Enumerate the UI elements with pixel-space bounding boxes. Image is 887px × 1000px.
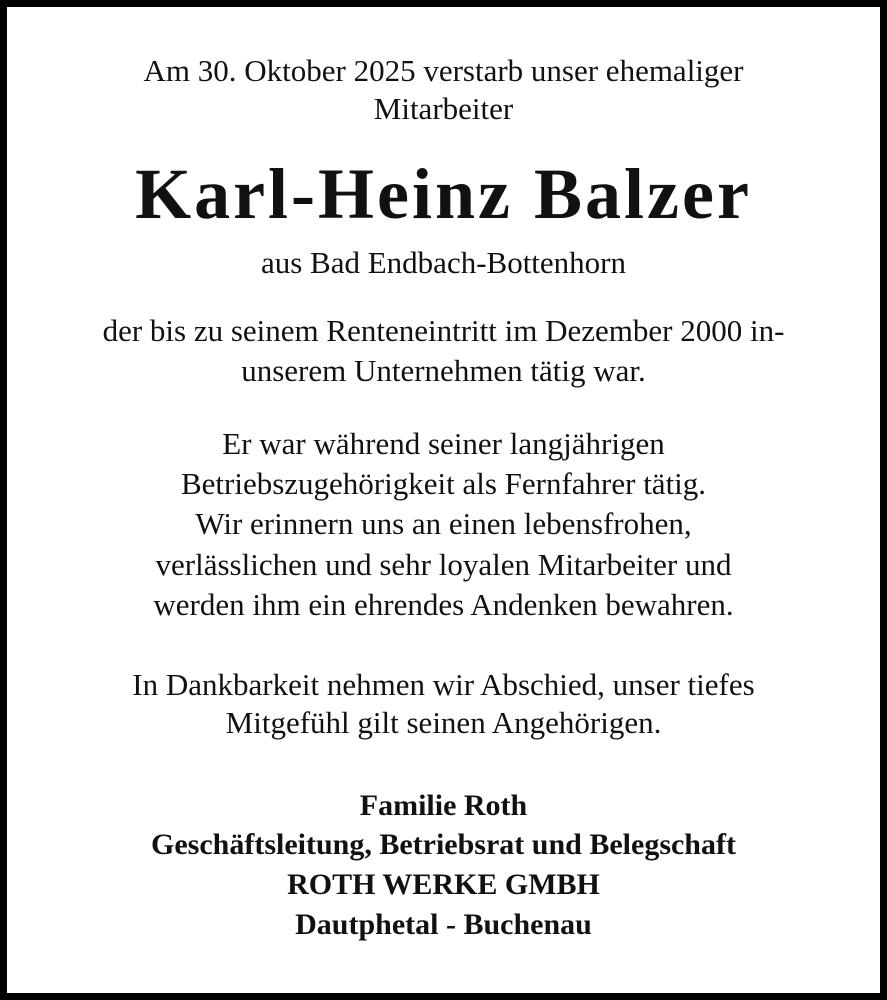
tribute-line: werden ihm ein ehrendes Andenken bewahren.: [153, 587, 734, 622]
tenure-line: unserem Unternehmen tätig war.: [241, 353, 646, 388]
signature-line: Dautphetal - Buchenau: [295, 908, 592, 941]
signature-line: Geschäftsleitung, Betriebsrat und Belegschaft: [151, 828, 736, 861]
tribute-line: Betriebszugehörigkeit als Fernfahrer tätig.: [180, 466, 707, 501]
tribute-line: verlässlichen und sehr loyalen Mitarbeiter und: [155, 547, 732, 582]
tribute-line: Wir erinnern uns an einen lebensfrohen,: [195, 506, 692, 541]
tenure-line: der bis zu seinem Renteneintritt im Dezember 2000 in-: [102, 313, 785, 348]
tribute-line: Er war während seiner langjährigen: [222, 426, 665, 461]
intro-line: Am 30. Oktober 2025 verstarb unser ehemaliger: [143, 53, 744, 88]
signature-line: ROTH WERKE GMBH: [287, 868, 600, 901]
deceased-name: Karl-Heinz Balzer: [135, 154, 752, 234]
signature-line: Familie Roth: [359, 789, 528, 822]
farewell-line: Mitgefühl gilt seinen Angehörigen.: [225, 705, 662, 740]
origin-line: aus Bad Endbach-Bottenhorn: [260, 245, 627, 280]
intro-line: Mitarbeiter: [373, 91, 514, 126]
farewell-line: In Dankbarkeit nehmen wir Abschied, unser tiefes: [132, 667, 755, 702]
